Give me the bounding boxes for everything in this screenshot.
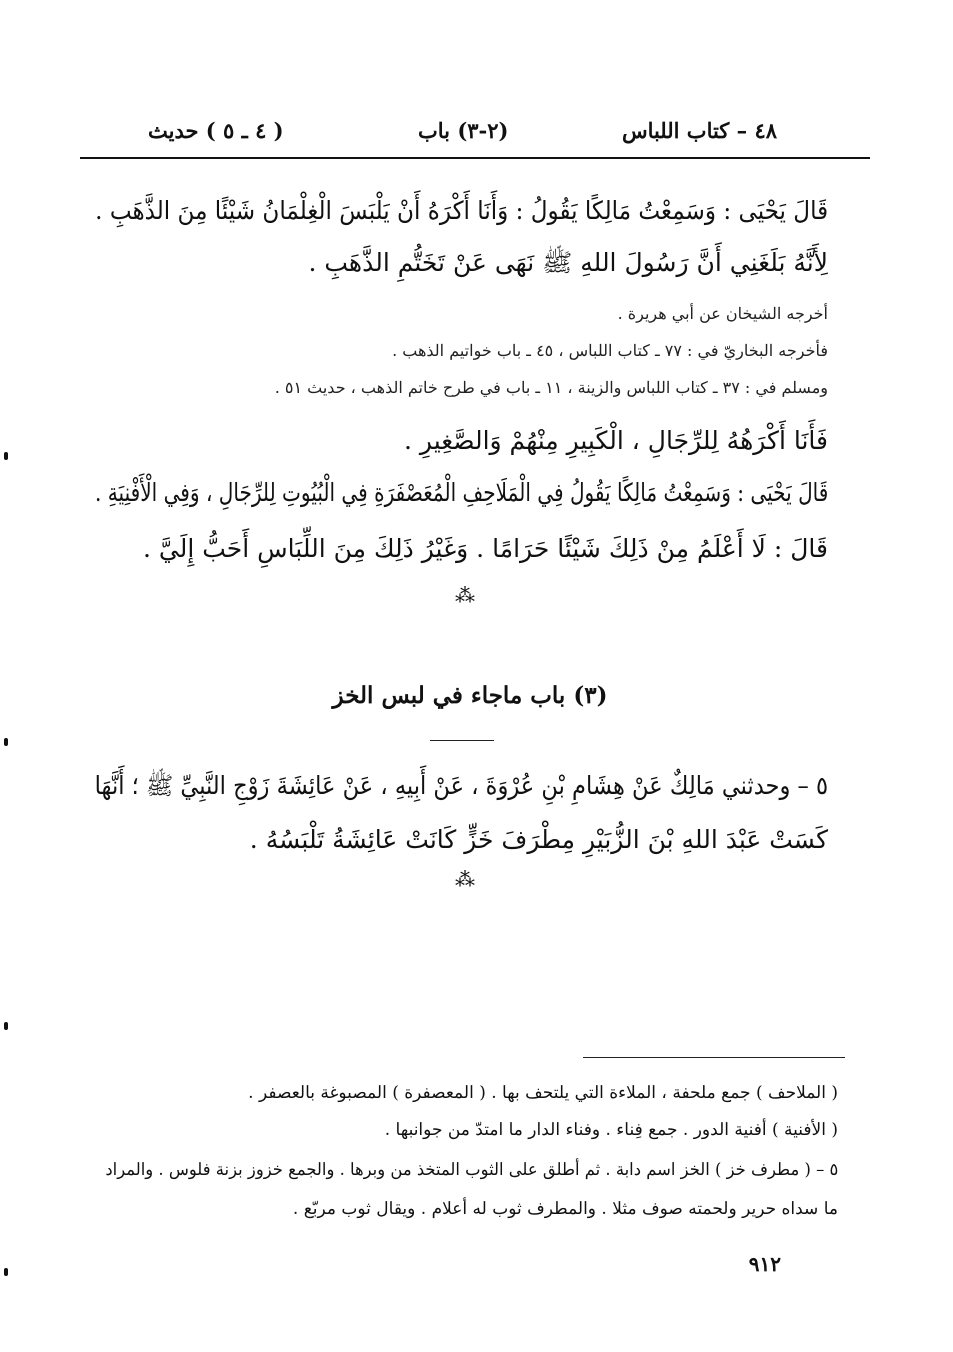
scan-edge-mark <box>4 452 8 460</box>
running-header-hadith: ( ٤ ـ ٥ ) حديث <box>148 118 284 143</box>
para2-line1: فَأَنَا أَكْرَهُهُ لِلرِّجَالِ ، الْكَبِيرِ مِنْهُمْ وَالصَّغِيرِ . <box>404 426 828 455</box>
footnote-line3: ٥ – ( مطرف خز ) الخز اسم دابة . ثم أطلق على الثوب المتخذ من وبرها . والجمع خزوز بزنة فلوس . والمراد <box>105 1160 838 1180</box>
footnote-line2: ( الأفنية ) أفنية الدور . جمع فِناء . وفناء الدار ما امتدّ من جوانبها . <box>384 1120 838 1140</box>
takhrij-line1: أخرجه الشيخان عن أبي هريرة . <box>617 304 828 323</box>
hadith5-line1: ٥ – وحدثني مَالِكٌ عَنْ هِشَامِ بْنِ عُرْوَةَ ، عَنْ أَبِيهِ ، عَنْ عَائِشَةَ زَوْجِ النَّبِيِّ ﷺ ؛ أَنَّهَا <box>94 771 828 800</box>
header-rule <box>80 157 870 159</box>
para1-line1: قَالَ يَحْيَى : وَسَمِعْتُ مَالِكًا يَقُولُ : وَأَنَا أَكْرَهُ أَنْ يَلْبَسَ الْغِلْمَانُ شَيْئًا مِنَ الذَّهَبِ . <box>95 196 828 225</box>
page-number: ٩١٢ <box>748 1252 781 1276</box>
section-title-rule <box>430 740 494 741</box>
para1-line2: لِأَنَّهُ بَلَغَنِي أَنَّ رَسُولَ اللهِ ﷺ نَهَى عَنْ تَخَتُّمِ الذَّهَبِ . <box>308 248 828 277</box>
footnote-line1: ( الملاحف ) جمع ملحفة ، الملاءة التي يلتحف بها . ( المعصفرة ) المصبوغة بالعصفر . <box>248 1083 838 1103</box>
footnote-line4: ما سداه حرير ولحمته صوف مثلا . والمطرف ثوب له أعلام . ويقال ثوب مربّع . <box>292 1199 838 1219</box>
scan-edge-mark <box>4 1268 8 1276</box>
takhrij-line2: فأخرجه البخاريّ في : ٧٧ ـ كتاب اللباس ، ٤٥ ـ باب خواتيم الذهب . <box>392 341 828 360</box>
section-title: (٣) باب ماجاء في لبس الخز <box>332 682 608 709</box>
scan-edge-mark <box>4 738 8 746</box>
takhrij-line3: ومسلم في : ٣٧ ـ كتاب اللباس والزينة ، ١١ ـ باب في طرح خاتم الذهب ، حديث ٥١ . <box>274 378 828 397</box>
running-header-book: ٤٨ – كتاب اللباس <box>621 118 777 143</box>
running-header-chapter: (٢-٣) باب <box>418 118 509 143</box>
para3-line1: قَالَ يَحْيَى : وَسَمِعْتُ مَالِكًا يَقُولُ فِي الْمَلَاحِفِ الْمُعَصْفَرَةِ فِي الْبُيُوتِ لِلرِّجَالِ ، وَفِي الْأَفْنِيَةِ . <box>94 478 828 507</box>
hadith5-line2: كَسَتْ عَبْدَ اللهِ بْنَ الزُّبَيْرِ مِطْرَفَ خَزٍّ كَانَتْ عَائِشَةُ تَلْبَسُهُ . <box>249 825 828 854</box>
para3-line2: قَالَ : لَا أَعْلَمُ مِنْ ذَلِكَ شَيْئًا حَرَامًا . وَغَيْرُ ذَلِكَ مِنَ اللِّبَاسِ أَحَبُّ إِلَيَّ . <box>143 534 828 563</box>
scan-edge-mark <box>4 1022 8 1030</box>
ornament-stars: ⁂ <box>455 583 475 607</box>
ornament-stars-2: ⁂ <box>455 867 475 891</box>
footnote-rule <box>583 1057 845 1058</box>
